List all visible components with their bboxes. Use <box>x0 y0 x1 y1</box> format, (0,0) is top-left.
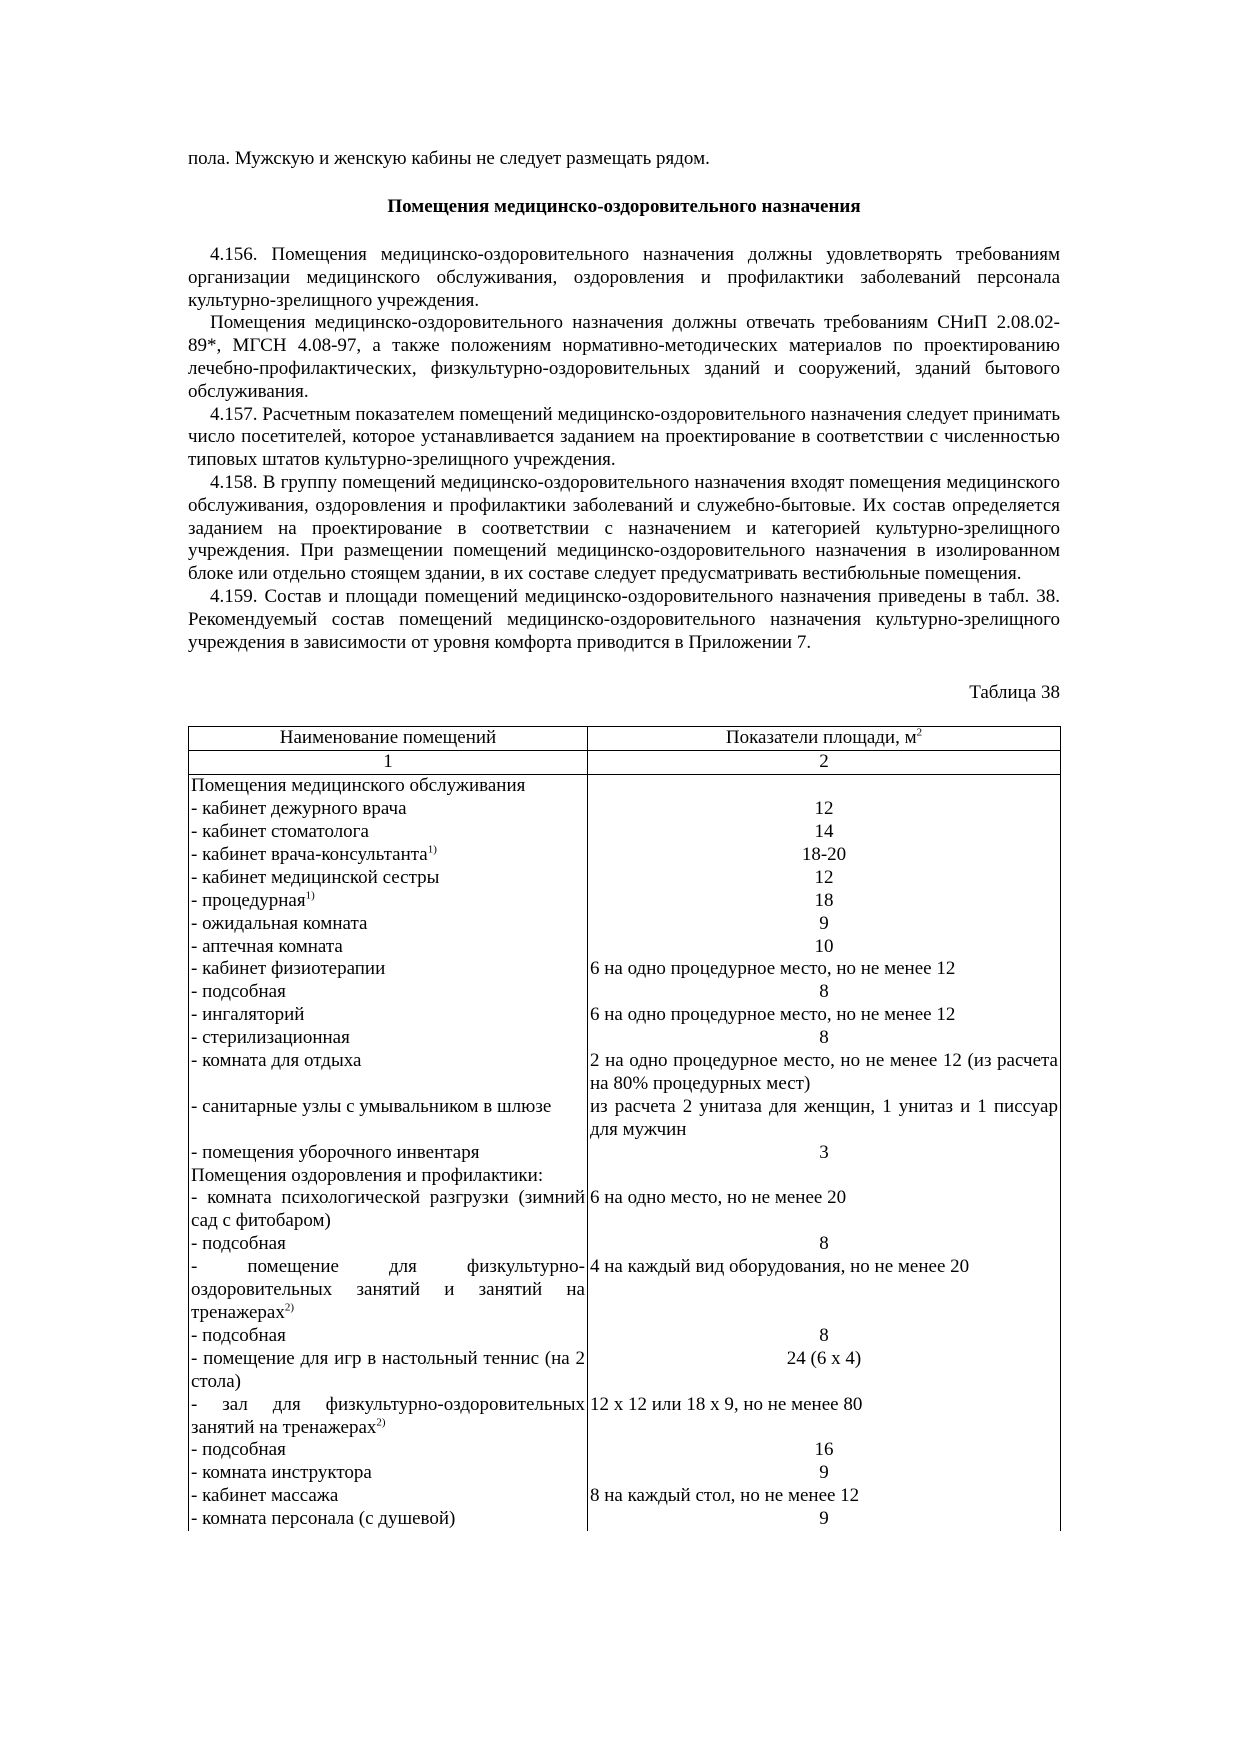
area-value-cell: 8 <box>588 981 1061 1004</box>
room-name-cell <box>189 867 588 890</box>
area-value-cell: 8 <box>588 1325 1061 1348</box>
room-name-cell <box>189 1142 588 1165</box>
area-value-cell: 4 на каждый вид оборудования, но не менее 20 <box>588 1256 1061 1325</box>
room-name-cell <box>189 1004 588 1027</box>
room-name-cell <box>189 1165 588 1188</box>
room-name-cell <box>189 1187 588 1233</box>
table-row <box>189 1233 1061 1256</box>
table-row <box>189 1027 1061 1050</box>
room-name: - подсобная <box>191 1233 286 1255</box>
room-name-cell <box>189 1439 588 1462</box>
room-name-cell <box>189 936 588 959</box>
room-name: - ожидальная комната <box>191 912 368 934</box>
room-name: - кабинет медицинской сестры <box>191 866 440 888</box>
intro-line: пола. Мужскую и женскую кабины не следует размещать рядом. <box>188 148 710 169</box>
header-area-label: Показатели площади, м <box>725 727 917 749</box>
room-name: - стерилизационная <box>191 1027 350 1049</box>
room-name: - кабинет физиотерапии <box>191 958 386 980</box>
room-name-cell <box>189 798 588 821</box>
paragraph: 4.159. Состав и площади помещений медицинско-оздоровительного назначения приведены в табл. 38. Рекомендуемый состав помещений медицинско-оздоровительного назначения культурно-зрелищного учреждения в зависимости от уровня комфорта приводится в Приложении 7. <box>188 585 1060 653</box>
area-value-cell: 6 на одно процедурное место, но не менее 12 <box>588 1004 1061 1027</box>
paragraphs <box>188 244 1060 654</box>
document-page <box>188 148 1060 1531</box>
paragraph: 4.158. В группу помещений медицинско-оздоровительного назначения входят помещения медицинского обслуживания, оздоровления и профилактики заболеваний и служебно-бытовые. Их состав определяется заданием на проектирование в соответствии с назначением и категорией культурно-зрелищного учреждения. При размещении помещений медицинско-оздоровительного назначения в изолированном блоке или отдельно стоящем здании, в их составе следует предусматривать вестибюльные помещения. <box>188 471 1060 585</box>
room-name: - подсобная <box>191 1324 286 1346</box>
table-header-row <box>189 727 1061 751</box>
room-name-cell <box>189 1508 588 1531</box>
table-row <box>189 1439 1061 1462</box>
area-value-cell: 24 (6 х 4) <box>588 1348 1061 1394</box>
table-row <box>189 1394 1061 1440</box>
room-name: Помещения медицинского обслуживания <box>191 775 526 797</box>
column-number-row <box>189 751 1061 775</box>
room-name-cell <box>189 1394 588 1440</box>
table-row <box>189 1004 1061 1027</box>
area-value-cell: 14 <box>588 821 1061 844</box>
room-name-cell <box>189 1233 588 1256</box>
area-value-cell: 2 на одно процедурное место, но не менее 12 (из расчета на 80% процедурных мест) <box>588 1050 1061 1096</box>
room-name-cell <box>189 1027 588 1050</box>
room-name: - помещение для игр в настольный теннис (на 2 стола) <box>191 1347 585 1392</box>
header-cell-area <box>588 727 1061 751</box>
room-name: - санитарные узлы с умывальником в шлюзе <box>191 1095 552 1117</box>
table-row <box>189 1348 1061 1394</box>
room-name-cell <box>189 1485 588 1508</box>
room-name-cell <box>189 844 588 867</box>
room-name-cell <box>189 1348 588 1394</box>
room-name-cell <box>189 913 588 936</box>
room-name: - комната для отдыха <box>191 1050 362 1072</box>
area-value-cell: 12 х 12 или 18 х 9, но не менее 80 <box>588 1394 1061 1440</box>
room-name: - ингаляторий <box>191 1004 305 1026</box>
room-name: - кабинет врача-консультанта <box>191 843 428 865</box>
table-row <box>189 1485 1061 1508</box>
table-row <box>189 1462 1061 1485</box>
room-name: - кабинет дежурного врача <box>191 798 407 820</box>
area-value-cell: 8 <box>588 1233 1061 1256</box>
room-name: - подсобная <box>191 1439 286 1461</box>
room-name-cell <box>189 1050 588 1096</box>
room-name: - подсобная <box>191 981 286 1003</box>
area-value-cell: 18-20 <box>588 844 1061 867</box>
room-name: - комната психологической разгрузки (зимний сад с фитобаром) <box>191 1187 585 1232</box>
room-name-cell <box>189 890 588 913</box>
area-value-cell: 16 <box>588 1439 1061 1462</box>
area-value-cell: 6 на одно место, но не менее 20 <box>588 1187 1061 1233</box>
table-row <box>189 1165 1061 1188</box>
table-row <box>189 1050 1061 1096</box>
area-table <box>188 726 1061 1531</box>
table-row <box>189 1187 1061 1233</box>
table-row <box>189 798 1061 821</box>
table-row <box>189 890 1061 913</box>
area-value-cell: 9 <box>588 1508 1061 1531</box>
area-value-cell <box>588 775 1061 798</box>
table-row <box>189 1508 1061 1531</box>
area-value-cell: 10 <box>588 936 1061 959</box>
room-name: - процедурная <box>191 889 306 911</box>
room-name-cell <box>189 775 588 798</box>
column-number: 2 <box>588 751 1061 775</box>
room-name: - помещения уборочного инвентаря <box>191 1141 480 1163</box>
footnote-mark: 1) <box>427 843 437 856</box>
paragraph: Помещения медицинско-оздоровительного назначения должны отвечать требованиям СНиП 2.08.02-89*, МГСН 4.08-97, а также положениям нормативно-методических материалов по проектированию лечебно-профилактических, физкультурно-оздоровительных зданий и сооружений, зданий бытового обслуживания. <box>188 312 1060 402</box>
area-value-cell: 9 <box>588 1462 1061 1485</box>
room-name: - аптечная комната <box>191 935 343 957</box>
area-value-cell: 3 <box>588 1142 1061 1165</box>
table-caption: Таблица 38 <box>969 682 1060 704</box>
area-value-cell: 8 на каждый стол, но не менее 12 <box>588 1485 1061 1508</box>
table-body <box>189 775 1061 1531</box>
column-number: 1 <box>189 751 588 775</box>
table-row <box>189 1256 1061 1325</box>
room-name: - зал для физкультурно-оздоровительных занятий на тренажерах <box>191 1393 585 1438</box>
room-name: - кабинет массажа <box>191 1485 339 1507</box>
room-name: - помещение для физкультурно-оздоровительных занятий и занятий на тренажерах <box>191 1256 585 1323</box>
footnote-mark: 2) <box>376 1416 386 1429</box>
room-name-cell <box>189 1462 588 1485</box>
area-value-cell: 12 <box>588 798 1061 821</box>
table-row <box>189 775 1061 798</box>
paragraph: 4.157. Расчетным показателем помещений медицинско-оздоровительного назначения следует принимать число посетителей, которое устанавливается заданием на проектирование в соответствии с численностью типовых штатов культурно-зрелищного учреждения. <box>188 403 1060 471</box>
area-value-cell: 8 <box>588 1027 1061 1050</box>
table-row <box>189 821 1061 844</box>
room-name-cell <box>189 981 588 1004</box>
area-value-cell: 9 <box>588 913 1061 936</box>
header-cell-name: Наименование помещений <box>189 727 588 751</box>
table-row <box>189 1142 1061 1165</box>
area-value-cell: 18 <box>588 890 1061 913</box>
room-name-cell <box>189 821 588 844</box>
room-name-cell <box>189 1096 588 1142</box>
room-name: Помещения оздоровления и профилактики: <box>191 1164 544 1186</box>
table-row <box>189 867 1061 890</box>
room-name-cell <box>189 958 588 981</box>
footnote-mark: 1) <box>305 889 315 902</box>
table-row <box>189 958 1061 981</box>
section-heading: Помещения медицинско-оздоровительного назначения <box>387 196 861 217</box>
area-value-cell: 6 на одно процедурное место, но не менее 12 <box>588 958 1061 981</box>
footnote-mark: 2) <box>284 1301 294 1314</box>
header-area-unit-sup: 2 <box>916 727 923 740</box>
area-value-cell: из расчета 2 унитаза для женщин, 1 унитаз и 1 писсуар для мужчин <box>588 1096 1061 1142</box>
room-name-cell <box>189 1256 588 1325</box>
table-row <box>189 844 1061 867</box>
room-name: - комната инструктора <box>191 1462 372 1484</box>
table-row <box>189 1325 1061 1348</box>
area-value-cell: 12 <box>588 867 1061 890</box>
table-row <box>189 1096 1061 1142</box>
table-row <box>189 936 1061 959</box>
table-row <box>189 913 1061 936</box>
paragraph: 4.156. Помещения медицинско-оздоровительного назначения должны удовлетворять требованиям организации медицинского обслуживания, оздоровления и профилактики заболеваний персонала культурно-зрелищного учреждения. <box>188 244 1060 311</box>
room-name-cell <box>189 1325 588 1348</box>
room-name: - комната персонала (с душевой) <box>191 1508 456 1530</box>
room-name: - кабинет стоматолога <box>191 820 369 842</box>
table-row <box>189 981 1061 1004</box>
area-value-cell <box>588 1165 1061 1188</box>
